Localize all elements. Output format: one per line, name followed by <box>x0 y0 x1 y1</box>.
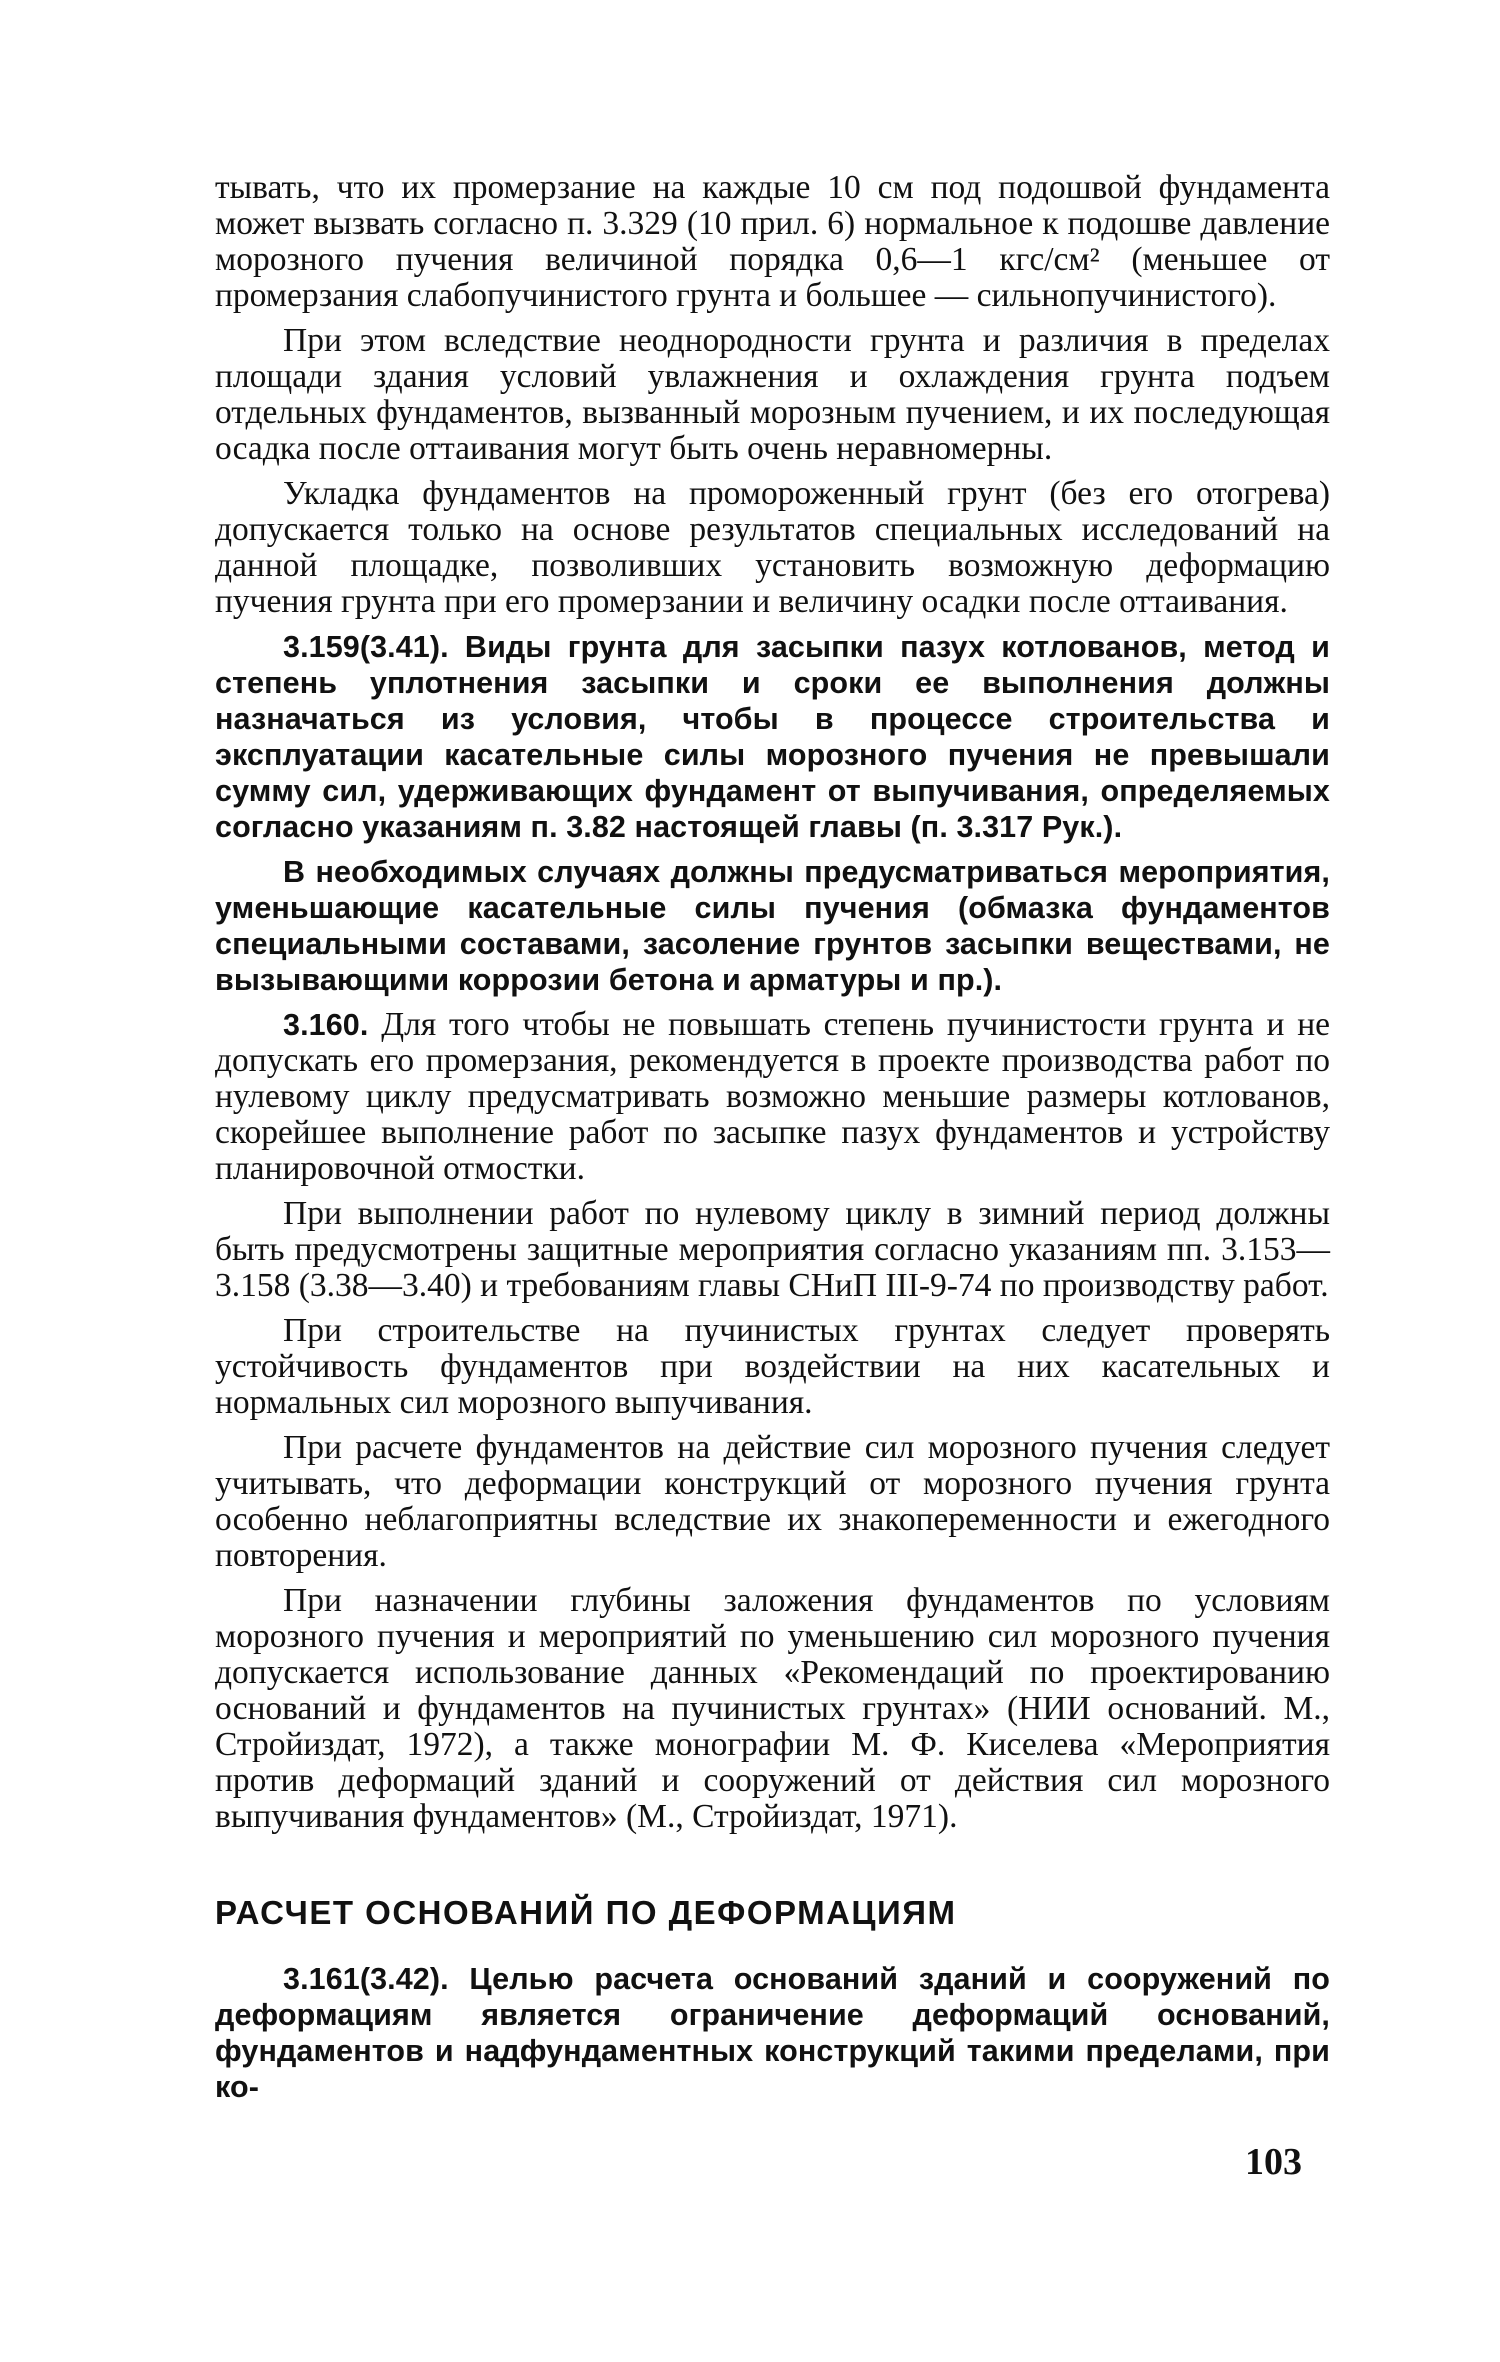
paragraph-calculation-note: При расчете фундаментов на действие сил морозного пучения следует учитывать, что деформации конструкций от морозного пучения грунта особенно неблагоприятны вследствие их знакопеременности и ежегодного повторения. <box>215 1429 1330 1574</box>
paragraph-3-159-continued: В необходимых случаях должны предусматриваться мероприятия, уменьшающие касательные силы пучения (обмазка фундаментов специальными составами, засоление грунтов засыпки веществами, не вызывающими коррозии бетона и арматуры и пр.). <box>215 855 1330 997</box>
paragraph-stability-check: При строительстве на пучинистых грунтах следует проверять устойчивость фундаментов при воздействии на них касательных и нормальных сил морозного выпучивания. <box>215 1312 1330 1421</box>
page-number: 103 <box>1245 2141 1302 2183</box>
paragraph-3-159: 3.159(3.41). Виды грунта для засыпки пазух котлованов, метод и степень уплотнения засыпки и сроки ее выполнения должны назначаться из условия, чтобы в процессе строительства и эксплуатации касательные силы морозного пучения не превышали сумму сил, удерживающих фундамент от выпучивания, определяемых согласно указаниям п. 3.82 настоящей главы (п. 3.317 Рук.). <box>215 630 1330 844</box>
paragraph-references: При назначении глубины заложения фундаментов по условиям морозного пучения и мероприятий по уменьшению сил морозного пучения допускается использование данных «Рекомендаций по проектированию оснований и фундаментов на пучинистых грунтах» (НИИ оснований. М., Стройиздат, 1972), а также монографии М. Ф. Киселева «Мероприятия против деформаций зданий и сооружений от действия сил морозного выпучивания фундаментов» (М., Стройиздат, 1971). <box>215 1582 1330 1835</box>
paragraph-3: Укладка фундаментов на промороженный грунт (без его отогрева) допускается только на основе результатов специальных исследований на данной площадке, позволивших установить возможную деформацию пучения грунта при его промерзании и величину осадки после оттаивания. <box>215 475 1330 620</box>
paragraph-3-161: 3.161(3.42). Целью расчета оснований зданий и сооружений по деформациям является ограничение деформаций оснований, фундаментов и надфундаментных конструкций такими пределами, при ко- <box>215 1962 1330 2104</box>
paragraph-3-160-text: Для того чтобы не повышать степень пучинистости грунта и не допускать его промерзания, рекомендуется в проекте производства работ по нулевому циклу предусматривать возможно меньшие размеры котлованов, скорейшее выполнение работ по засыпке пазух фундаментов и устройству планировочной отмостки. <box>215 1006 1331 1187</box>
section-heading: РАСЧЕТ ОСНОВАНИЙ ПО ДЕФОРМАЦИЯМ <box>215 1894 957 1931</box>
paragraph-3-160-number: 3.160. <box>283 1008 369 1042</box>
paragraph-winter-works: При выполнении работ по нулевому циклу в зимний период должны быть предусмотрены защитные мероприятия согласно указаниям пп. 3.153—3.158 (3.38—3.40) и требованиям главы СНиП III-9-74 по производству работ. <box>215 1195 1330 1304</box>
document-page <box>215 170 1330 2114</box>
paragraph-3-160 <box>215 1007 1330 1187</box>
paragraph-1: тывать, что их промерзание на каждые 10 см под подошвой фундамента может вызвать согласно п. 3.329 (10 прил. 6) нормальное к подошве давление морозного пучения величиной порядка 0,6—1 кгс/см² (меньшее от промерзания слабопучинистого грунта и большее — сильнопучинистого). <box>215 169 1330 314</box>
paragraph-2: При этом вследствие неоднородности грунта и различия в пределах площади здания условий увлажнения и охлаждения грунта подъем отдельных фундаментов, вызванный морозным пучением, и их последующая осадка после оттаивания могут быть очень неравномерны. <box>215 322 1330 467</box>
